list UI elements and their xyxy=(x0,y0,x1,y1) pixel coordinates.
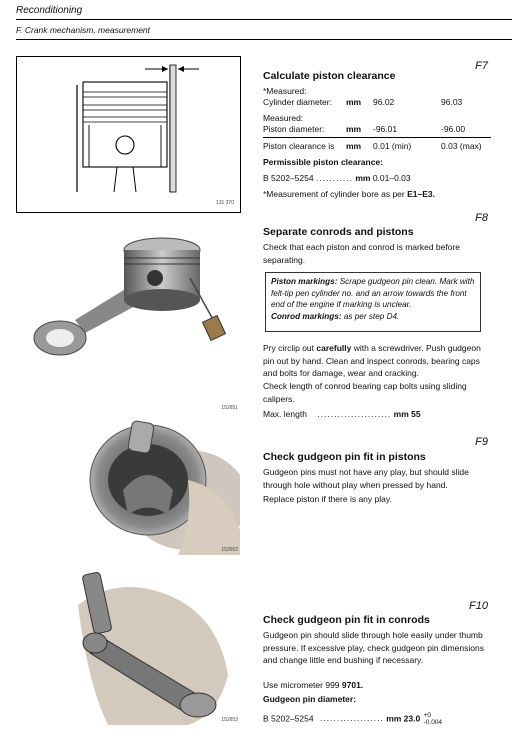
pis-label: Piston diameter: xyxy=(263,124,325,134)
f10-diameter-row xyxy=(263,712,442,726)
note-piston-label: Piston markings: xyxy=(271,277,338,286)
f8-paragraph-2: Check length of conrod bearing cap bolts using sliding calipers. xyxy=(263,381,467,404)
diam-dots: ................... xyxy=(319,713,384,724)
hand-piston-photo-icon xyxy=(28,420,240,555)
f8-max-length-row xyxy=(263,408,421,421)
perm-model: B 5202–5254 xyxy=(263,173,314,183)
f10-title: Check gudgeon pin fit in conrods xyxy=(263,614,430,626)
f10-paragraph-3: Gudgeon pin diameter: xyxy=(263,694,357,704)
figure-f10-photo xyxy=(68,565,240,725)
diam-value: mm 23.0 xyxy=(386,713,421,724)
f9-paragraph-2: Replace piston if there is any play. xyxy=(263,494,392,504)
max-dots: ...................... xyxy=(317,409,392,419)
footnote-ref: E1–E3. xyxy=(407,189,435,199)
piston-clearance-row xyxy=(263,141,491,153)
clr-value-2: 0.03 (max) xyxy=(441,141,482,151)
note-conrod-label: Conrod markings: xyxy=(271,311,342,321)
perm-unit: mm xyxy=(355,173,371,183)
f7-measured: Measured: xyxy=(263,113,304,123)
figure-f9-photo xyxy=(28,420,240,555)
f8-paragraph-1 xyxy=(263,342,487,380)
pis-unit: mm xyxy=(346,124,362,134)
f7-permissible-row xyxy=(263,172,411,185)
figure-label-f7: F7 xyxy=(475,60,488,72)
f8-note-box xyxy=(265,272,481,332)
diam-tolerance xyxy=(424,712,442,726)
figure-f10-ref: 152653 xyxy=(221,717,238,723)
f7-title: Calculate piston clearance xyxy=(263,70,396,82)
clr-unit: mm xyxy=(346,141,362,151)
piston-diagram-icon xyxy=(17,57,240,212)
section-title: Reconditioning xyxy=(16,5,83,16)
f10-paragraph-2 xyxy=(263,679,363,692)
cyl-label: Cylinder diameter: xyxy=(263,97,332,107)
note-piston-text: Scrape gudgeon pin clean. Mark with felt-tip pen cylinder no. and an arrow towards the front end of the engine if marking is unclear. xyxy=(271,277,475,309)
figure-f9-ref: 152652 xyxy=(221,547,238,553)
figure-label-f9: F9 xyxy=(475,436,488,448)
f9-title: Check gudgeon pin fit in pistons xyxy=(263,451,426,463)
piston-diameter-row xyxy=(263,124,491,138)
subheader-rule xyxy=(16,39,512,40)
figure-f7-drawing xyxy=(16,56,241,213)
hand-conrod-photo-icon xyxy=(68,565,240,725)
figure-label-f10: F10 xyxy=(469,600,488,612)
f9-paragraph-1: Gudgeon pins must not have any play, but should slide through hole without play when pressed by hand. xyxy=(263,467,469,490)
tol-minus: -0.004 xyxy=(423,719,443,726)
f7-permissible-title: Permissible piston clearance: xyxy=(263,157,383,167)
p1-b: carefully xyxy=(316,343,352,353)
f10-paragraph-1: Gudgeon pin should slide through hole easily under thumb pressure. If excessive play, check gudgeon pin dimensions and change little end bushing if necessary. xyxy=(263,630,484,665)
figure-f8-photo xyxy=(30,228,240,413)
clr-value-1: 0.01 (min) xyxy=(373,141,412,151)
cyl-value-1: 96.02 xyxy=(373,97,395,107)
diam-model: B 5202–5254 xyxy=(263,713,314,724)
p2-a: Use micrometer 999 xyxy=(263,680,342,690)
pis-value-1: -96.01 xyxy=(373,124,398,134)
max-label: Max. length xyxy=(263,409,307,419)
f7-footnote xyxy=(263,188,435,201)
f7-measured-star: *Measured: xyxy=(263,86,307,96)
p1-c: with a screwdriver. Push gudgeon pin out by hand. Clean and inspect conrods, bearing caps and bolts for damage, wear and cracking. xyxy=(263,343,481,378)
perm-value: 0.01–0.03 xyxy=(372,173,411,183)
pis-value-2: -96.00 xyxy=(441,124,466,134)
clr-label: Piston clearance is xyxy=(263,141,335,151)
tol-plus: +0 xyxy=(423,712,432,719)
max-value: mm 55 xyxy=(393,409,421,419)
p2-b: 9701. xyxy=(341,680,364,690)
header-rule xyxy=(16,19,512,20)
cyl-unit: mm xyxy=(346,97,362,107)
footnote-text: *Measurement of cylinder bore as per xyxy=(263,189,408,199)
figure-label-f8: F8 xyxy=(475,212,488,224)
f8-intro: Check that each piston and conrod is marked before separating. xyxy=(263,242,461,265)
figure-f8-ref: 152651 xyxy=(221,405,238,411)
cylinder-diameter-row xyxy=(263,97,491,109)
note-conrod-text: as per step D4. xyxy=(341,311,400,321)
cyl-value-2: 96.03 xyxy=(441,97,463,107)
figure-f7-ref: 131 370 xyxy=(215,200,234,206)
p1-a: Pry circlip out xyxy=(263,343,317,353)
perm-dots: ........... xyxy=(315,173,353,183)
f8-title: Separate conrods and pistons xyxy=(263,226,414,238)
subsection-title: F. Crank mechanism, measurement xyxy=(16,25,151,35)
piston-conrod-photo-icon xyxy=(30,228,240,413)
